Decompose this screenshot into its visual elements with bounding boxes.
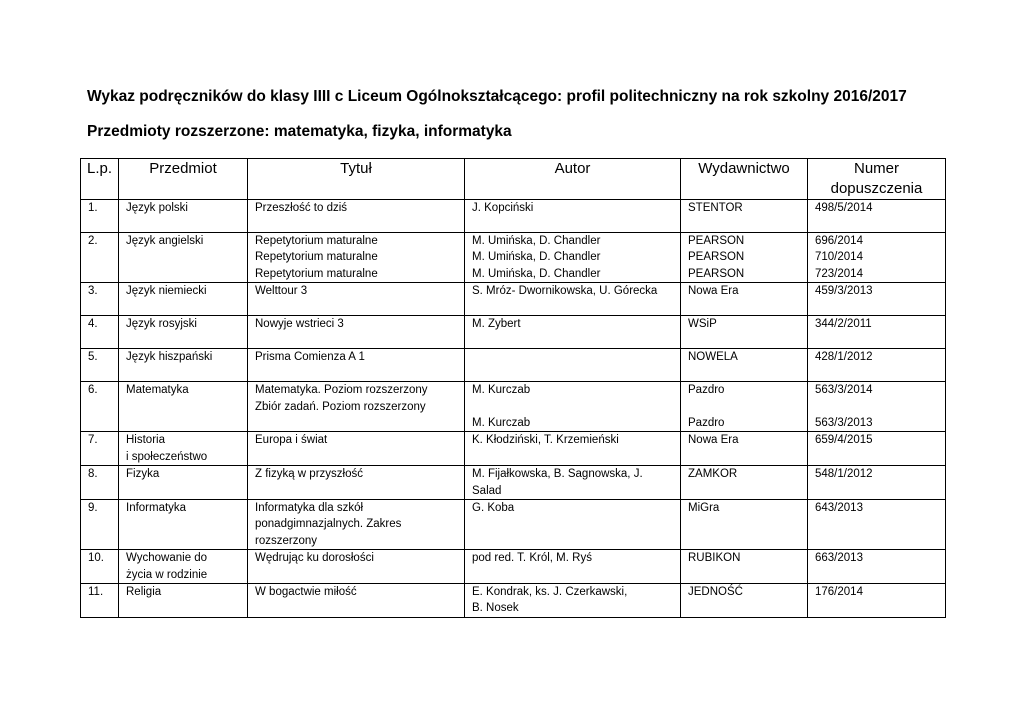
cell-title bbox=[248, 283, 465, 316]
cell-author bbox=[465, 500, 681, 550]
cell-author-line: E. Kondrak, ks. J. Czerkawski, bbox=[472, 586, 628, 599]
cell-title-line: Przeszłość to dziś bbox=[255, 202, 348, 214]
header-number: Numer dopuszczenia bbox=[808, 159, 946, 200]
cell-title bbox=[248, 349, 465, 382]
cell-subject bbox=[119, 584, 248, 618]
cell-author-line: S. Mróz- Dwornikowska, U. Górecka bbox=[472, 285, 658, 298]
cell-title-line: W bogactwie miłość bbox=[255, 586, 357, 599]
cell-publisher-line: Nowa Era bbox=[688, 434, 739, 447]
cell-number bbox=[808, 466, 946, 500]
cell-title-line: Matematyka. Poziom rozszerzony bbox=[255, 384, 428, 397]
cell-number-line: 643/2013 bbox=[815, 502, 863, 515]
cell-author-line: G. Koba bbox=[472, 502, 515, 515]
table-body bbox=[81, 200, 946, 618]
cell-subject-line: Informatyka bbox=[126, 502, 187, 515]
cell-author-line: M. Fijałkowska, B. Sagnowska, J. bbox=[472, 468, 643, 481]
cell-publisher bbox=[681, 584, 808, 618]
cell-lp: 6. bbox=[81, 382, 119, 432]
document-title: Wykaz podręczników do klasy IIII c Liceum Ogólnokształcącego: profil politechniczny na rok szkolny 2016/2017 bbox=[87, 88, 907, 105]
cell-publisher-line: PEARSON bbox=[688, 251, 745, 264]
cell-number bbox=[808, 550, 946, 584]
cell-subject bbox=[119, 500, 248, 550]
cell-lp: 7. bbox=[81, 432, 119, 466]
cell-author bbox=[465, 550, 681, 584]
table-row bbox=[81, 466, 946, 500]
table-row bbox=[81, 584, 946, 618]
cell-title-line: Nowyje wstrieci 3 bbox=[255, 318, 344, 331]
cell-title bbox=[248, 200, 465, 233]
cell-author bbox=[465, 233, 681, 283]
document-subtitle: Przedmioty rozszerzone: matematyka, fizyka, informatyka bbox=[87, 123, 512, 140]
cell-subject-line: Język rosyjski bbox=[126, 318, 197, 331]
cell-title bbox=[248, 316, 465, 349]
cell-number-line bbox=[815, 399, 938, 415]
cell-publisher bbox=[681, 500, 808, 550]
cell-number bbox=[808, 233, 946, 283]
cell-publisher-line: PEARSON bbox=[688, 267, 745, 280]
cell-subject bbox=[119, 233, 248, 283]
cell-subject bbox=[119, 432, 248, 466]
cell-subject bbox=[119, 382, 248, 432]
cell-lp: 2. bbox=[81, 233, 119, 283]
cell-number bbox=[808, 432, 946, 466]
cell-title bbox=[248, 500, 465, 550]
cell-number-line: 548/1/2012 bbox=[815, 468, 873, 481]
cell-author-line: pod red. T. Król, M. Ryś bbox=[472, 552, 592, 565]
cell-subject-line: Język angielski bbox=[126, 235, 204, 247]
cell-author bbox=[465, 382, 681, 432]
table-row bbox=[81, 316, 946, 349]
cell-subject bbox=[119, 349, 248, 382]
cell-number bbox=[808, 283, 946, 316]
cell-author-line: M. Umińska, D. Chandler bbox=[472, 251, 601, 264]
cell-subject-line: i społeczeństwo bbox=[126, 450, 208, 463]
cell-title-line: Europa i świat bbox=[255, 434, 328, 447]
cell-author bbox=[465, 432, 681, 466]
table-row bbox=[81, 349, 946, 382]
cell-title-line: ponadgimnazjalnych. Zakres bbox=[255, 518, 402, 531]
cell-publisher-line: ZAMKOR bbox=[688, 468, 738, 481]
cell-subject-line: życia w rodzinie bbox=[126, 568, 208, 581]
cell-title bbox=[248, 466, 465, 500]
textbook-table bbox=[80, 158, 946, 618]
cell-publisher bbox=[681, 382, 808, 432]
header-publisher: Wydawnictwo bbox=[681, 159, 808, 200]
cell-subject-line: Matematyka bbox=[126, 384, 189, 397]
cell-title-line: Repetytorium maturalne bbox=[255, 235, 378, 247]
cell-title-line: Z fizyką w przyszłość bbox=[255, 468, 363, 481]
cell-subject bbox=[119, 550, 248, 584]
cell-publisher-line: JEDNOŚĆ bbox=[688, 586, 743, 599]
cell-lp: 4. bbox=[81, 316, 119, 349]
cell-lp: 5. bbox=[81, 349, 119, 382]
table-row bbox=[81, 283, 946, 316]
cell-number bbox=[808, 349, 946, 382]
cell-author-line: B. Nosek bbox=[472, 602, 519, 615]
cell-publisher-line: Nowa Era bbox=[688, 285, 739, 298]
cell-publisher bbox=[681, 349, 808, 382]
cell-number-line: 459/3/2013 bbox=[815, 285, 873, 298]
cell-title-line: Zbiór zadań. Poziom rozszerzony bbox=[255, 400, 426, 413]
cell-subject-line: Język hiszpański bbox=[126, 351, 213, 364]
cell-subject bbox=[119, 466, 248, 500]
cell-number-line: 428/1/2012 bbox=[815, 351, 873, 364]
cell-number bbox=[808, 584, 946, 618]
cell-title bbox=[248, 584, 465, 618]
table-row bbox=[81, 432, 946, 466]
cell-title-line: rozszerzony bbox=[255, 534, 317, 547]
cell-author-line: Salad bbox=[472, 484, 502, 497]
cell-number-line: 563/3/2013 bbox=[815, 417, 873, 430]
cell-subject-line: Język polski bbox=[126, 202, 188, 214]
cell-number bbox=[808, 382, 946, 432]
cell-number bbox=[808, 200, 946, 233]
cell-lp: 1. bbox=[81, 200, 119, 233]
cell-title-line: Repetytorium maturalne bbox=[255, 251, 378, 264]
table-row bbox=[81, 382, 946, 432]
cell-number-line: 176/2014 bbox=[815, 586, 863, 599]
table-row bbox=[81, 500, 946, 550]
cell-lp: 9. bbox=[81, 500, 119, 550]
table-row bbox=[81, 550, 946, 584]
cell-lp: 10. bbox=[81, 550, 119, 584]
cell-author bbox=[465, 283, 681, 316]
cell-author-line: M. Umińska, D. Chandler bbox=[472, 267, 601, 280]
cell-author bbox=[465, 584, 681, 618]
cell-subject bbox=[119, 316, 248, 349]
cell-publisher-line: Pazdro bbox=[688, 384, 725, 397]
cell-publisher bbox=[681, 233, 808, 283]
cell-publisher bbox=[681, 283, 808, 316]
cell-publisher-line: WSiP bbox=[688, 318, 717, 331]
cell-publisher bbox=[681, 550, 808, 584]
table-row bbox=[81, 200, 946, 233]
cell-publisher-line: MiGra bbox=[688, 502, 720, 515]
cell-number-line: 696/2014 bbox=[815, 235, 863, 247]
cell-title bbox=[248, 432, 465, 466]
cell-publisher bbox=[681, 466, 808, 500]
cell-number-line: 663/2013 bbox=[815, 552, 863, 565]
cell-author bbox=[465, 200, 681, 233]
cell-author-line: M. Umińska, D. Chandler bbox=[472, 235, 601, 247]
cell-publisher-line: PEARSON bbox=[688, 235, 745, 247]
header-lp: L.p. bbox=[81, 159, 119, 200]
table-header-row bbox=[81, 159, 946, 200]
cell-author-line bbox=[472, 399, 673, 415]
cell-subject-line: Religia bbox=[126, 586, 162, 599]
cell-lp: 8. bbox=[81, 466, 119, 500]
cell-title bbox=[248, 382, 465, 432]
cell-publisher-line: NOWELA bbox=[688, 351, 738, 364]
cell-number-line: 563/3/2014 bbox=[815, 384, 873, 397]
cell-subject-line: Historia bbox=[126, 434, 165, 447]
cell-title-line: Repetytorium maturalne bbox=[255, 267, 378, 280]
cell-author-line: K. Kłodziński, T. Krzemieński bbox=[472, 434, 619, 447]
cell-publisher-line: RUBIKON bbox=[688, 552, 741, 565]
cell-title-line: Informatyka dla szkół bbox=[255, 502, 364, 515]
cell-number-line: 659/4/2015 bbox=[815, 434, 873, 447]
cell-number-line: 344/2/2011 bbox=[815, 318, 872, 331]
cell-subject-line: Wychowanie do bbox=[126, 552, 208, 565]
cell-author-line: J. Kopciński bbox=[472, 202, 534, 214]
header-author: Autor bbox=[465, 159, 681, 200]
cell-number bbox=[808, 316, 946, 349]
cell-title bbox=[248, 550, 465, 584]
cell-subject bbox=[119, 283, 248, 316]
table-row bbox=[81, 233, 946, 283]
cell-author bbox=[465, 316, 681, 349]
cell-title bbox=[248, 233, 465, 283]
cell-subject-line: Język niemiecki bbox=[126, 285, 207, 298]
header-subject: Przedmiot bbox=[119, 159, 248, 200]
cell-publisher-line: Pazdro bbox=[688, 417, 725, 430]
cell-number-line: 723/2014 bbox=[815, 267, 863, 280]
cell-author bbox=[465, 349, 681, 382]
cell-publisher bbox=[681, 432, 808, 466]
cell-lp: 11. bbox=[81, 584, 119, 618]
cell-number bbox=[808, 500, 946, 550]
cell-publisher bbox=[681, 316, 808, 349]
cell-number-line: 710/2014 bbox=[815, 251, 863, 264]
cell-author-line: M. Kurczab bbox=[472, 384, 531, 397]
cell-subject bbox=[119, 200, 248, 233]
header-title: Tytuł bbox=[248, 159, 465, 200]
cell-lp: 3. bbox=[81, 283, 119, 316]
cell-publisher-line bbox=[688, 399, 800, 415]
cell-publisher-line: STENTOR bbox=[688, 202, 743, 214]
cell-publisher bbox=[681, 200, 808, 233]
cell-title-line: Welttour 3 bbox=[255, 285, 308, 298]
cell-author-line: M. Kurczab bbox=[472, 417, 531, 430]
cell-author bbox=[465, 466, 681, 500]
cell-title-line: Prisma Comienza A 1 bbox=[255, 351, 365, 364]
cell-author-line: M. Zybert bbox=[472, 318, 521, 331]
cell-title-line: Wędrując ku dorosłości bbox=[255, 552, 374, 565]
cell-number-line: 498/5/2014 bbox=[815, 202, 873, 214]
cell-subject-line: Fizyka bbox=[126, 468, 160, 481]
